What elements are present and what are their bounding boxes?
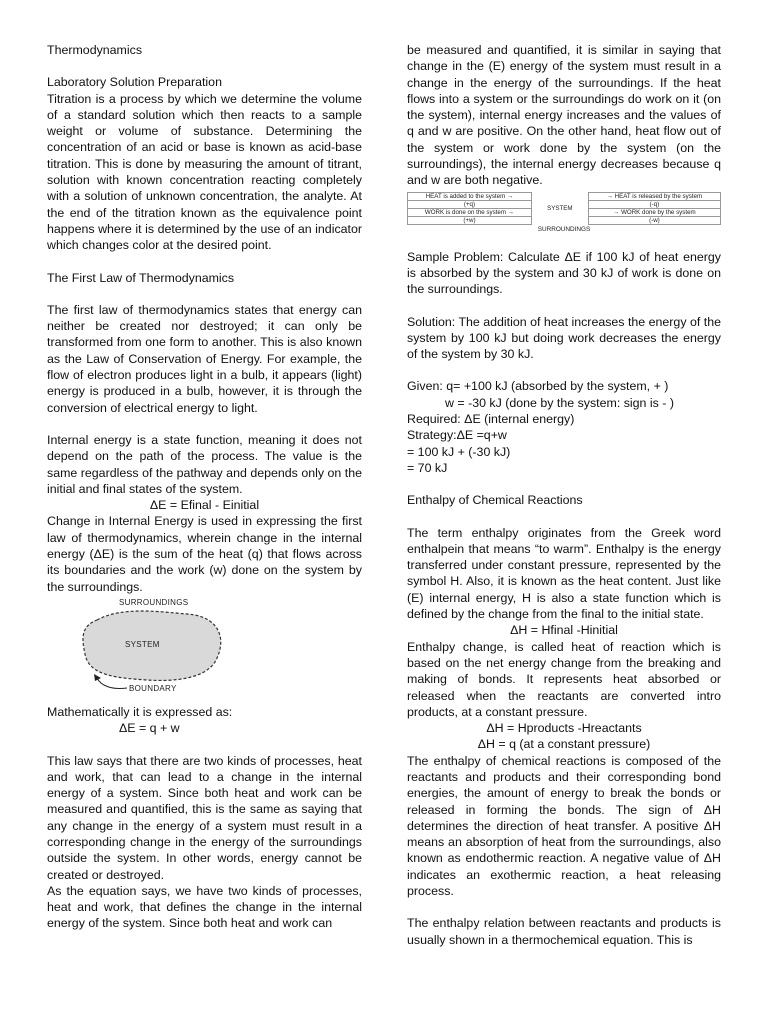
given-line-2: w = -30 kJ (done by the system: sign is - ) <box>445 395 674 410</box>
minus-w-cell: (-w) <box>588 216 720 224</box>
diagram-surroundings-label: SURROUNDINGS <box>119 597 189 607</box>
math-intro: Mathematically it is expressed as: <box>47 704 233 719</box>
heat-work-table <box>407 192 721 233</box>
system-boundary-diagram <box>67 598 237 698</box>
calc-line-2: = 70 kJ <box>407 460 448 475</box>
document-title: Thermodynamics <box>47 43 143 57</box>
math-equation: ΔE = q + w <box>119 721 180 736</box>
plus-q-cell: (+q) <box>408 200 532 208</box>
enthalpy-heading: Enthalpy of Chemical Reactions <box>407 493 583 508</box>
enthalpy-change-paragraph: Enthalpy change, is called heat of reaction which is based on the net energy change from the breaking and making of bonds. It represents heat absorbed or released when the reactants are converted intro products, at a constant pressure. <box>407 639 721 719</box>
enthalpy-relation-paragraph: The enthalpy relation between reactants and products is usually shown in a thermochemical equation. This is <box>407 916 721 947</box>
diagram-boundary-label: BOUNDARY <box>129 683 177 693</box>
enthalpy-composed-paragraph: The enthalpy of chemical reactions is composed of the reactants and products and their corresponding bond energies, the amount of energy to break the bonds or released in forming the bonds. The sign of ΔH determines the direction of heat transfer. A positive ΔH means an absorption of heat from the surroundings, also known as endothermic reaction. A negative value of ΔH indicates an exothermic reaction, a heat releasing process. <box>407 753 721 899</box>
solution-paragraph: Solution: The addition of heat increases the energy of the system by 100 kJ but doing work decreases the energy of the system by 30 kJ. <box>407 314 721 362</box>
as-equation-paragraph: As the equation says, we have two kinds of processes, heat and work, that defines the change in the internal energy of the system. Since both heat and work can <box>47 883 362 931</box>
lab-heading: Laboratory Solution Preparation <box>47 75 222 90</box>
titration-paragraph: Titration is a process by which we determine the volume of a standard solution which then reacts to a sample weight or volume of substance. Determining the concentration of an acid or base is known as acid-base titration. This is done by measuring the amount of titrant, solution with known concentration reacting completely with a solution of unknown concentration, the analyte. At the end of the titration known as the equivalence point happens where it is determined by the use of an indicator which changes color at the desired point. <box>47 91 362 253</box>
table-surroundings-label: SURROUNDINGS <box>537 225 591 233</box>
first-law-heading: The First Law of Thermodynamics <box>47 270 235 285</box>
diagram-system-label: SYSTEM <box>125 639 160 649</box>
sample-problem-paragraph: Sample Problem: Calculate ΔE if 100 kJ of heat energy is absorbed by the system and 30 kJ of work is done on the surroundings. <box>407 249 721 297</box>
strategy-line: Strategy:ΔE =q+w <box>407 428 507 443</box>
boundary-arrowhead <box>94 674 101 681</box>
boundary-arrow <box>97 678 127 689</box>
heat-added-cell: HEAT is added to the system → <box>408 192 532 200</box>
enthalpy-term-paragraph: The term enthalpy originates from the Greek word enthalpein that means “to warm”. Enthalpy is the energy transferred under constant pressure, represented by the symbol H. Also, it is known as the heat content. Just like (E) internal energy, H is also a state function which is defined by the change from the final to the initial state. <box>407 525 721 622</box>
table-system-cell: SYSTEM <box>531 192 588 224</box>
work-on-cell: WORK is done on the system → <box>408 208 532 216</box>
left-column <box>47 42 362 932</box>
calc-line-1: = 100 kJ + (-30 kJ) <box>407 444 511 459</box>
change-internal-energy-paragraph: Change in Internal Energy is used in expressing the first law of thermodynamics, wherein change in the internal energy (ΔE) is the sum of the heat (q) that flows across its boundaries and the work (w) done on the system by the surroundings. <box>47 514 362 594</box>
internal-energy-paragraph: Internal energy is a state function, meaning it does not depend on the path of the process. The value is the same regardless of the pathway and depends only on the initial and final states of the system. <box>47 432 362 496</box>
continuation-paragraph: be measured and quantified, it is similar in saying that change in the (E) energy of the system must result in a change in the energy of the surroundings. If the heat flows into a system or the surroundings do work on it (on the system), internal energy increases and the values of q and w are positive. On the other hand, heat flow out of the system or work done by the system (on the surroundings), the internal energy decreases because q and w are both negative. <box>407 43 721 188</box>
delta-h-products-equation: ΔH = Hproducts -Hreactants <box>486 721 642 736</box>
delta-h-equation: ΔH = Hfinal -Hinitial <box>510 623 618 638</box>
required-line: Required: ΔE (internal energy) <box>407 412 575 427</box>
plus-w-cell: (+w) <box>408 216 532 224</box>
work-by-cell: → WORK done by the system <box>588 208 720 216</box>
delta-h-q-equation: ΔH = q (at a constant pressure) <box>477 737 651 752</box>
delta-e-equation: ΔE = Efinal - Einitial <box>149 498 260 513</box>
given-line-1: Given: q= +100 kJ (absorbed by the system, + ) <box>407 379 669 394</box>
two-kinds-paragraph: This law says that there are two kinds of processes, heat and work, that can lead to a change in the internal energy of a system. Since both heat and work can be measured and quantified, this is the same as saying that any change in the energy of a system must result in a corresponding change in the energy of the surroundings outside the system. In other words, energy cannot be created or destroyed. <box>47 753 362 882</box>
right-column <box>407 42 721 948</box>
heat-released-cell: → HEAT is released by the system <box>588 192 720 200</box>
first-law-paragraph: The first law of thermodynamics states that energy can neither be created nor destroyed; it can only be transformed from one form to another. This is also known as the Law of Conservation of Energy. For example, the flow of electron produces light in a bulb, it appears (light) energy is produced in a bulb, however, it is through the conversion of electrical energy to light. <box>47 302 362 415</box>
minus-q-cell: (-q) <box>588 200 720 208</box>
